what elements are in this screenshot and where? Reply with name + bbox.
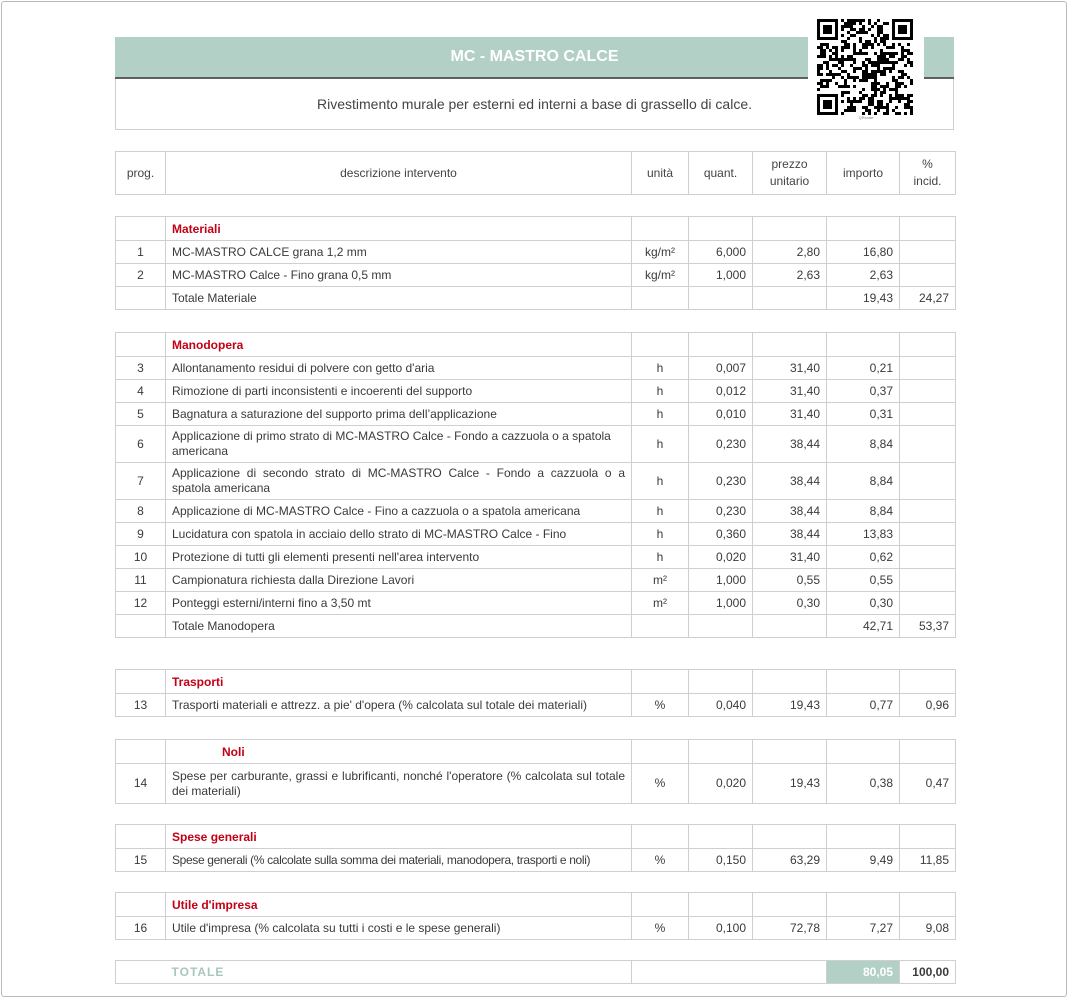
row-desc: Spese generali (% calcolate sulla somma dei materiali, manodopera, trasporti e noli) bbox=[166, 849, 632, 872]
section-utile-impresa bbox=[115, 892, 956, 940]
table-row bbox=[116, 241, 956, 264]
table-row bbox=[116, 403, 956, 426]
section-title: Noli bbox=[166, 740, 632, 764]
table-row bbox=[116, 357, 956, 380]
row-quant: 0,010 bbox=[689, 403, 753, 426]
row-quant: 1,000 bbox=[689, 592, 753, 615]
row-desc: Allontanamento residui di polvere con getto d'aria bbox=[166, 357, 632, 380]
row-desc: Applicazione di primo strato di MC-MASTRO Calce - Fondo a cazzuola o a spatola americana bbox=[166, 426, 632, 463]
row-quant: 0,012 bbox=[689, 380, 753, 403]
row-desc: Trasporti materiali e attrezz. a pie' d'opera (% calcolata sul totale dei materiali) bbox=[166, 694, 632, 717]
row-incid: 11,85 bbox=[900, 849, 956, 872]
row-desc: Bagnatura a saturazione del supporto prima dell’applicazione bbox=[166, 403, 632, 426]
row-quant: 0,100 bbox=[689, 917, 753, 940]
row-amount: 0,38 bbox=[827, 764, 900, 804]
table-row bbox=[116, 380, 956, 403]
row-price: 38,44 bbox=[753, 500, 827, 523]
row-unit: kg/m² bbox=[632, 264, 689, 287]
row-prog: 9 bbox=[116, 523, 166, 546]
row-incid bbox=[900, 357, 956, 380]
table-row bbox=[116, 523, 956, 546]
row-unit: % bbox=[632, 917, 689, 940]
section-title: Materiali bbox=[166, 217, 632, 241]
row-incid bbox=[900, 380, 956, 403]
table-row bbox=[116, 426, 956, 463]
row-desc: Ponteggi esterni/interni fino a 3,50 mt bbox=[166, 592, 632, 615]
section-title-row bbox=[116, 217, 956, 241]
row-unit: h bbox=[632, 426, 689, 463]
row-amount: 8,84 bbox=[827, 463, 900, 500]
row-price: 19,43 bbox=[753, 764, 827, 804]
grand-total-label: TOTALE bbox=[166, 961, 632, 984]
row-prog: 7 bbox=[116, 463, 166, 500]
row-prog: 14 bbox=[116, 764, 166, 804]
section-spese-generali bbox=[115, 824, 956, 872]
row-price: 2,80 bbox=[753, 241, 827, 264]
row-quant: 0,230 bbox=[689, 500, 753, 523]
row-desc: Utile d'impresa (% calcolata su tutti i costi e le spese generali) bbox=[166, 917, 632, 940]
section-title: Trasporti bbox=[166, 670, 632, 694]
table-row bbox=[116, 849, 956, 872]
table-row bbox=[116, 917, 956, 940]
header-table bbox=[115, 151, 956, 195]
row-incid bbox=[900, 264, 956, 287]
row-unit: h bbox=[632, 523, 689, 546]
row-incid: 0,96 bbox=[900, 694, 956, 717]
header-unita: unità bbox=[632, 152, 689, 195]
row-price: 63,29 bbox=[753, 849, 827, 872]
row-desc: MC-MASTRO CALCE grana 1,2 mm bbox=[166, 241, 632, 264]
row-unit: h bbox=[632, 403, 689, 426]
row-amount: 0,55 bbox=[827, 569, 900, 592]
header-importo: importo bbox=[827, 152, 900, 195]
grand-total-amount: 80,05 bbox=[827, 961, 900, 984]
row-prog: 10 bbox=[116, 546, 166, 569]
section-title: Manodopera bbox=[166, 333, 632, 357]
section-title-row bbox=[116, 333, 956, 357]
total-row bbox=[116, 287, 956, 310]
table-row bbox=[116, 463, 956, 500]
table-row bbox=[116, 592, 956, 615]
table-row bbox=[116, 764, 956, 804]
row-unit: % bbox=[632, 764, 689, 804]
row-prog: 2 bbox=[116, 264, 166, 287]
row-incid bbox=[900, 241, 956, 264]
qr-code bbox=[808, 10, 924, 126]
row-incid bbox=[900, 523, 956, 546]
row-price: 31,40 bbox=[753, 546, 827, 569]
row-incid: 0,47 bbox=[900, 764, 956, 804]
document-subtitle: Rivestimento murale per esterni ed interni a base di grassello di calce. bbox=[115, 79, 954, 130]
row-price: 72,78 bbox=[753, 917, 827, 940]
header-descrizione: descrizione intervento bbox=[166, 152, 632, 195]
row-amount: 0,37 bbox=[827, 380, 900, 403]
row-prog: 16 bbox=[116, 917, 166, 940]
grand-total-table bbox=[115, 960, 956, 984]
total-incid: 53,37 bbox=[900, 615, 956, 638]
row-incid bbox=[900, 546, 956, 569]
row-price: 19,43 bbox=[753, 694, 827, 717]
row-unit: h bbox=[632, 500, 689, 523]
row-amount: 8,84 bbox=[827, 426, 900, 463]
row-amount: 0,77 bbox=[827, 694, 900, 717]
header-prezzo-line1: prezzo bbox=[771, 157, 808, 171]
section-title-row bbox=[116, 670, 956, 694]
section-title-row bbox=[116, 893, 956, 917]
header-row bbox=[116, 152, 956, 195]
row-unit: h bbox=[632, 357, 689, 380]
row-incid bbox=[900, 500, 956, 523]
row-unit: % bbox=[632, 849, 689, 872]
row-desc: Lucidatura con spatola in acciaio dello strato di MC-MASTRO Calce - Fino bbox=[166, 523, 632, 546]
section-noli bbox=[115, 739, 956, 804]
total-amount: 19,43 bbox=[827, 287, 900, 310]
row-quant: 0,007 bbox=[689, 357, 753, 380]
row-unit: h bbox=[632, 380, 689, 403]
total-label: Totale Manodopera bbox=[166, 615, 632, 638]
row-unit: m² bbox=[632, 592, 689, 615]
row-prog: 13 bbox=[116, 694, 166, 717]
row-prog: 15 bbox=[116, 849, 166, 872]
total-amount: 42,71 bbox=[827, 615, 900, 638]
row-price: 31,40 bbox=[753, 380, 827, 403]
section-title: Utile d'impresa bbox=[166, 893, 632, 917]
row-prog: 1 bbox=[116, 241, 166, 264]
total-row bbox=[116, 615, 956, 638]
row-amount: 9,49 bbox=[827, 849, 900, 872]
total-label: Totale Materiale bbox=[166, 287, 632, 310]
row-amount: 0,21 bbox=[827, 357, 900, 380]
row-amount: 2,63 bbox=[827, 264, 900, 287]
header-quant: quant. bbox=[689, 152, 753, 195]
row-incid bbox=[900, 592, 956, 615]
row-quant: 1,000 bbox=[689, 264, 753, 287]
row-quant: 0,150 bbox=[689, 849, 753, 872]
row-amount: 13,83 bbox=[827, 523, 900, 546]
table-row bbox=[116, 500, 956, 523]
header-prog: prog. bbox=[116, 152, 166, 195]
row-desc: Applicazione di secondo strato di MC-MASTRO Calce - Fondo a cazzuola o a spatola americana bbox=[166, 463, 632, 500]
row-quant: 0,020 bbox=[689, 764, 753, 804]
row-price: 38,44 bbox=[753, 426, 827, 463]
row-desc: Campionatura richiesta dalla Direzione Lavori bbox=[166, 569, 632, 592]
row-amount: 16,80 bbox=[827, 241, 900, 264]
row-price: 31,40 bbox=[753, 357, 827, 380]
row-desc: Spese per carburante, grassi e lubrificanti, nonché l'operatore (% calcolata sul totale dei materiali) bbox=[166, 764, 632, 804]
section-title-row bbox=[116, 825, 956, 849]
row-price: 2,63 bbox=[753, 264, 827, 287]
row-incid bbox=[900, 569, 956, 592]
row-price: 0,30 bbox=[753, 592, 827, 615]
table-row bbox=[116, 569, 956, 592]
row-prog: 11 bbox=[116, 569, 166, 592]
table-row bbox=[116, 694, 956, 717]
row-unit: % bbox=[632, 694, 689, 717]
header-incid-line1: % bbox=[922, 157, 933, 171]
row-price: 38,44 bbox=[753, 463, 827, 500]
row-amount: 0,62 bbox=[827, 546, 900, 569]
row-prog: 6 bbox=[116, 426, 166, 463]
row-prog: 4 bbox=[116, 380, 166, 403]
row-desc: MC-MASTRO Calce - Fino grana 0,5 mm bbox=[166, 264, 632, 287]
row-desc: Rimozione di parti inconsistenti e incoerenti del supporto bbox=[166, 380, 632, 403]
row-quant: 0,040 bbox=[689, 694, 753, 717]
row-unit: kg/m² bbox=[632, 241, 689, 264]
row-desc: Protezione di tutti gli elementi presenti nell'area intervento bbox=[166, 546, 632, 569]
row-incid bbox=[900, 403, 956, 426]
row-unit: h bbox=[632, 463, 689, 500]
section-manodopera bbox=[115, 332, 956, 638]
row-amount: 7,27 bbox=[827, 917, 900, 940]
row-amount: 0,30 bbox=[827, 592, 900, 615]
qr-code-icon bbox=[817, 19, 913, 115]
row-prog: 8 bbox=[116, 500, 166, 523]
table-row bbox=[116, 264, 956, 287]
document-title: MC - MASTRO CALCE bbox=[450, 48, 619, 65]
grand-total-row bbox=[116, 961, 956, 984]
row-quant: 0,360 bbox=[689, 523, 753, 546]
row-prog: 12 bbox=[116, 592, 166, 615]
row-incid bbox=[900, 463, 956, 500]
table-row bbox=[116, 546, 956, 569]
header-prezzo bbox=[753, 152, 827, 195]
header-incid bbox=[900, 152, 956, 195]
row-desc: Applicazione di MC-MASTRO Calce - Fino a cazzuola o a spatola americana bbox=[166, 500, 632, 523]
header-incid-line2: incid. bbox=[913, 174, 942, 188]
row-price: 38,44 bbox=[753, 523, 827, 546]
row-prog: 5 bbox=[116, 403, 166, 426]
section-trasporti bbox=[115, 669, 956, 717]
row-incid bbox=[900, 426, 956, 463]
row-amount: 8,84 bbox=[827, 500, 900, 523]
row-prog: 3 bbox=[116, 357, 166, 380]
section-title-row bbox=[116, 740, 956, 764]
row-unit: h bbox=[632, 546, 689, 569]
row-quant: 0,230 bbox=[689, 426, 753, 463]
section-title: Spese generali bbox=[166, 825, 632, 849]
row-quant: 6,000 bbox=[689, 241, 753, 264]
section-materiali bbox=[115, 216, 956, 310]
row-quant: 0,020 bbox=[689, 546, 753, 569]
qr-caption: QRcode bbox=[858, 115, 874, 120]
row-incid: 9,08 bbox=[900, 917, 956, 940]
row-quant: 0,230 bbox=[689, 463, 753, 500]
total-incid: 24,27 bbox=[900, 287, 956, 310]
row-price: 31,40 bbox=[753, 403, 827, 426]
row-amount: 0,31 bbox=[827, 403, 900, 426]
header-prezzo-line2: unitario bbox=[769, 174, 810, 188]
row-price: 0,55 bbox=[753, 569, 827, 592]
row-unit: m² bbox=[632, 569, 689, 592]
grand-total-incid: 100,00 bbox=[900, 961, 956, 984]
row-quant: 1,000 bbox=[689, 569, 753, 592]
